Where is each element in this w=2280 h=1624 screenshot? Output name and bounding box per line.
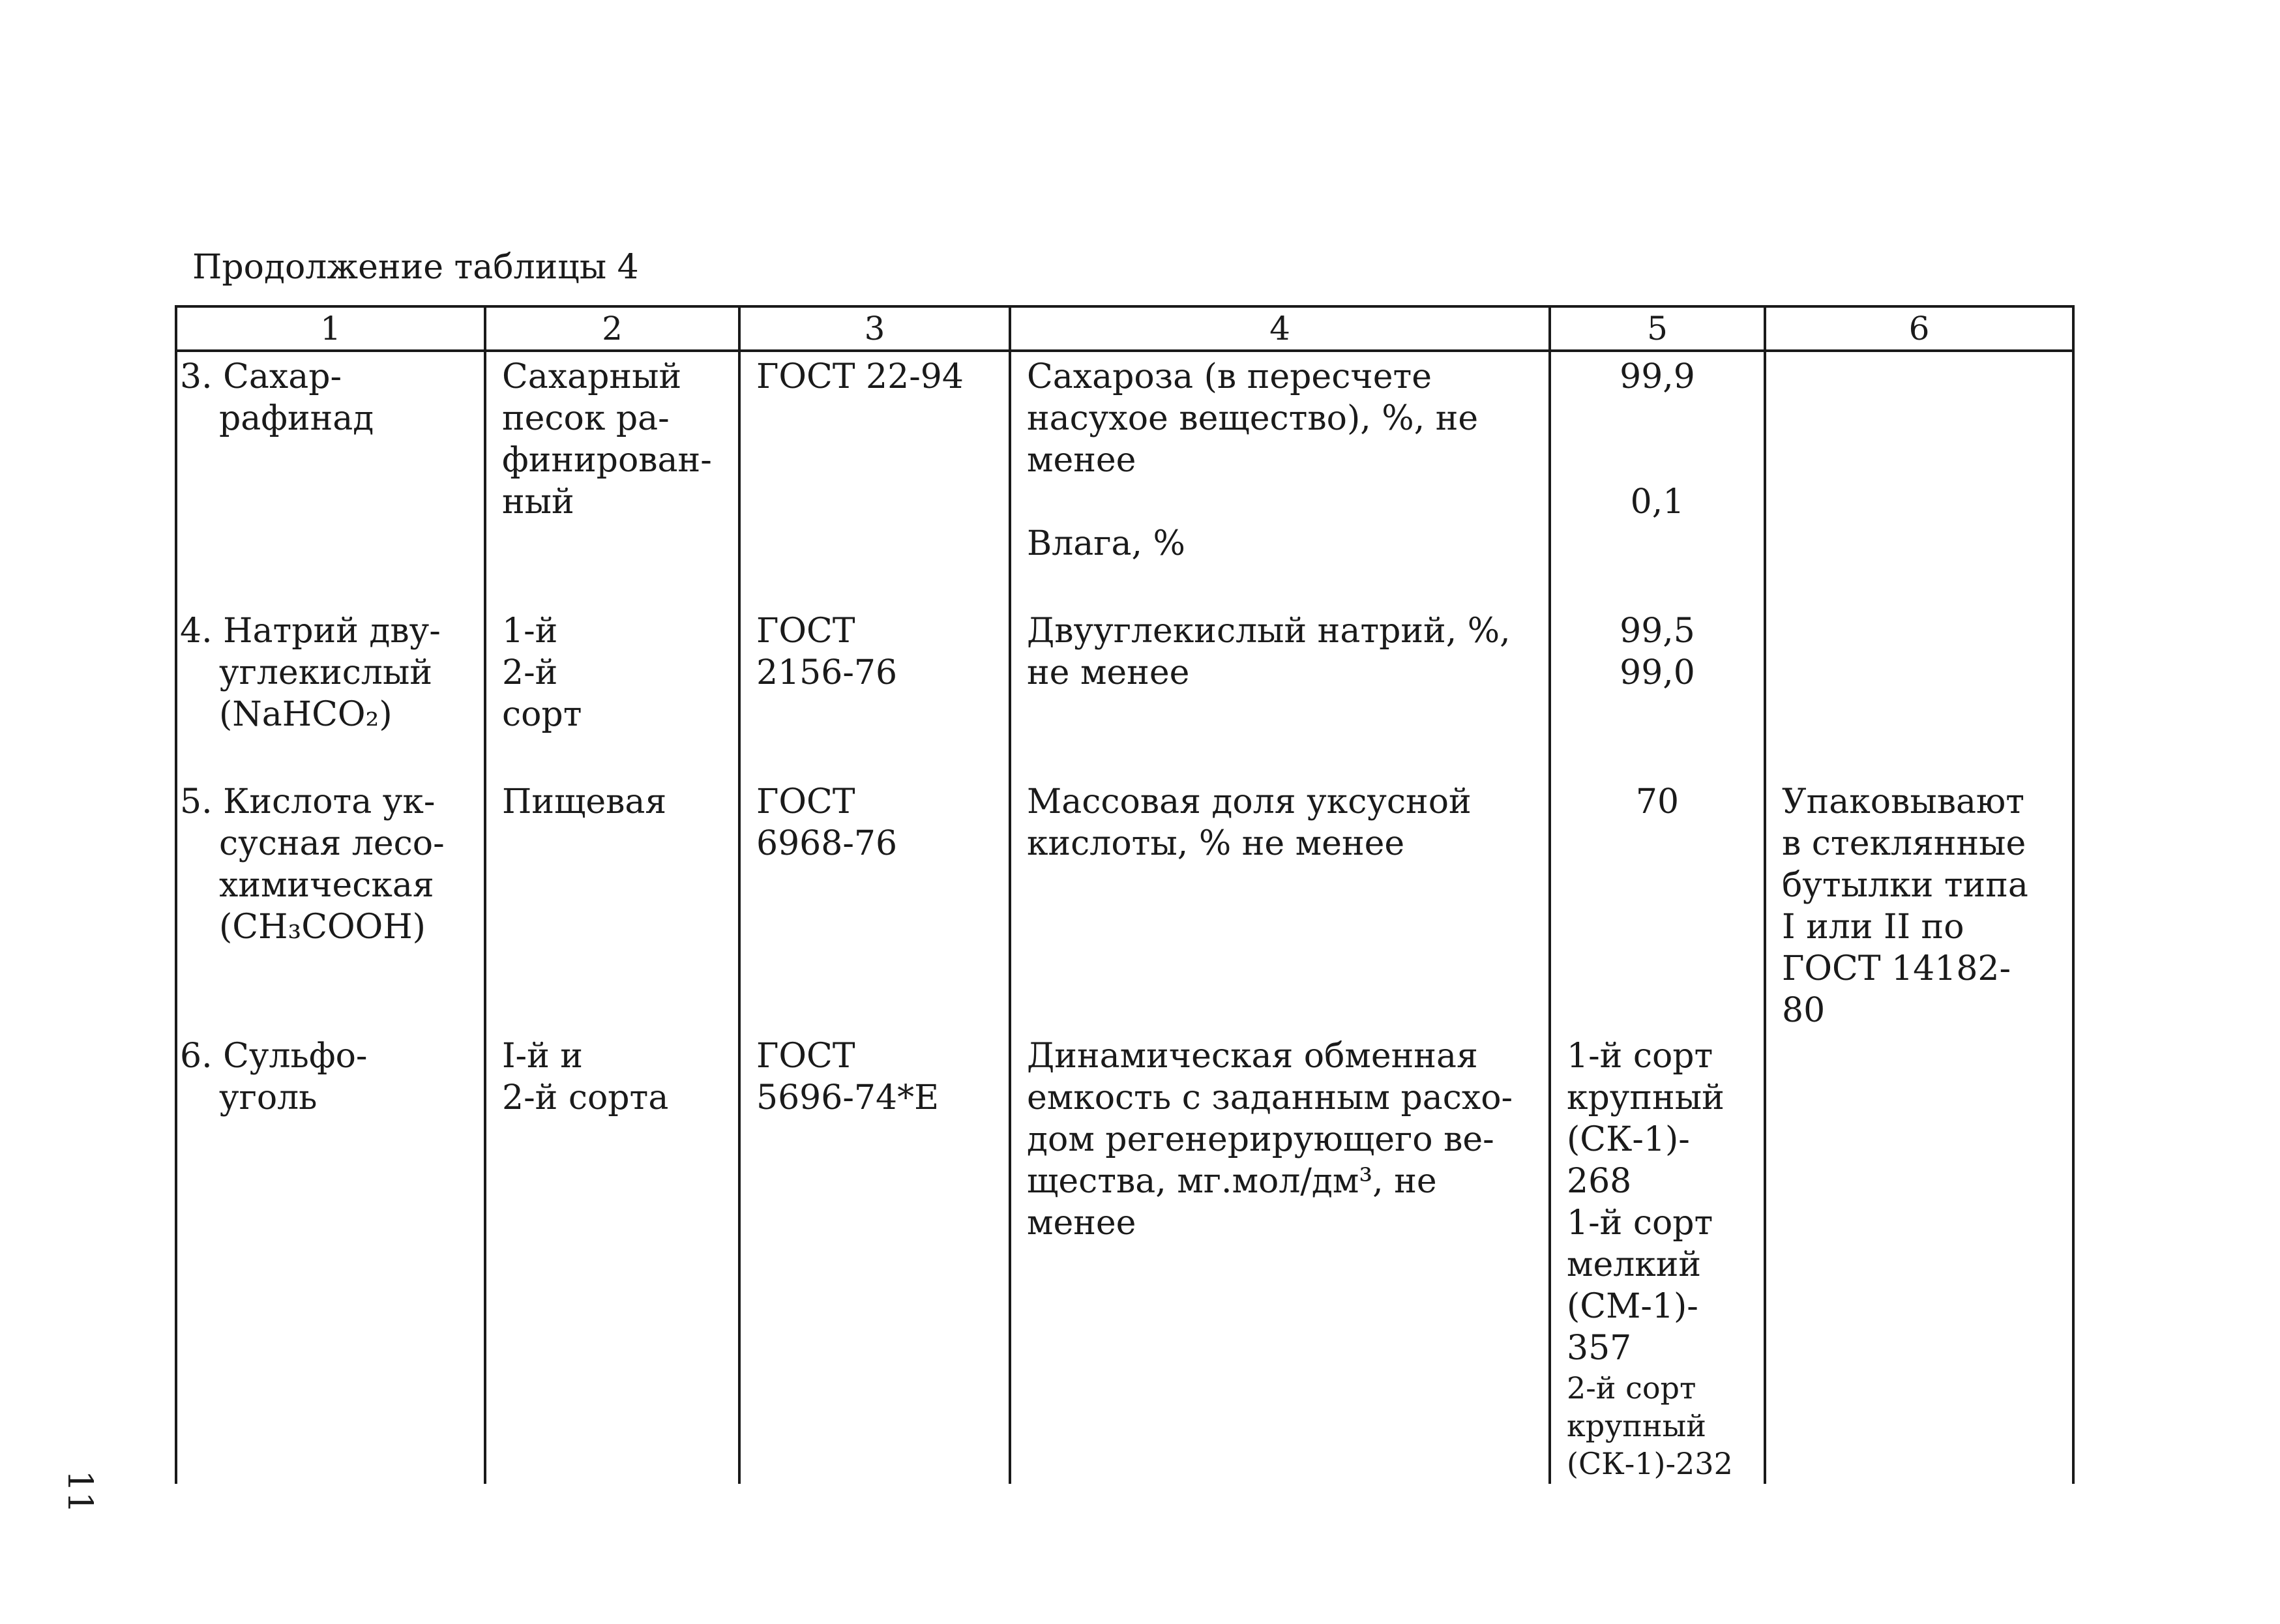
value-text: 1-й сорт крупный (СК-1)- 268 1-й сорт мелкий (СМ-1)- 357 — [1567, 1037, 1725, 1368]
cell-grade: Пищевая — [485, 777, 739, 1031]
cell-note: Упаковывают в стеклянные бутылки типа I или II по ГОСТ 14182- 80 — [1765, 777, 2073, 1031]
cell-name: 5. Кислота ук- сусная лесо- химическая (CH₃COOH) — [176, 777, 485, 1031]
cell-indicator: Динамическая обменная емкость с заданным расхо- дом регенерирующего ве- щества, мг.мол/дм³, не менее — [1010, 1031, 1550, 1484]
table-row — [176, 1031, 2073, 1484]
cell-grade: I-й и 2-й сорта — [485, 1031, 739, 1484]
cell-standard: ГОСТ 6968-76 — [739, 777, 1010, 1031]
cell-note — [1765, 1031, 2073, 1484]
value-text-2: 2-й сорт крупный (СК-1)-232 — [1567, 1370, 1733, 1481]
cell-indicator: Двууглекислый натрий, %, не менее — [1010, 606, 1550, 777]
cell-grade: 1-й 2-й сорт — [485, 606, 739, 777]
cell-standard: ГОСТ 2156-76 — [739, 606, 1010, 777]
spacer — [1027, 481, 1533, 523]
cell-value — [1550, 1031, 1765, 1484]
cell-note — [1765, 606, 2073, 777]
column-header-4: 4 — [1010, 306, 1550, 351]
table-row — [176, 777, 2073, 1031]
table-row — [176, 351, 2073, 606]
column-header-3: 3 — [739, 306, 1010, 351]
cell-name: 4. Натрий дву- углекислый (NaHCO₂) — [176, 606, 485, 777]
table-row — [176, 606, 2073, 777]
table-caption: Продолжение таблицы 4 — [192, 248, 639, 287]
cell-note — [1765, 351, 2073, 606]
cell-standard: ГОСТ 5696-74*Е — [739, 1031, 1010, 1484]
cell-value: 70 — [1550, 777, 1765, 1031]
column-header-2: 2 — [485, 306, 739, 351]
data-table — [175, 305, 2075, 1484]
page-number-text: 11 — [60, 1470, 99, 1514]
indicator-text: Сахароза (в пересчете насухое вещество), %, не менее — [1027, 357, 1479, 480]
value-text-2: 0,1 — [1630, 482, 1685, 522]
cell-value — [1550, 351, 1765, 606]
spacer — [1567, 398, 1748, 481]
header-row — [176, 306, 2073, 351]
cell-grade: Сахарный песок ра- финирован- ный — [485, 351, 739, 606]
cell-name: 3. Сахар- рафинад — [176, 351, 485, 606]
indicator-text-2: Влага, % — [1027, 524, 1185, 563]
table-header — [176, 306, 2073, 351]
column-header-6: 6 — [1765, 306, 2073, 351]
table-body — [176, 351, 2073, 1484]
column-header-5: 5 — [1550, 306, 1765, 351]
cell-indicator — [1010, 351, 1550, 606]
page-number — [21, 1470, 99, 1514]
cell-value: 99,5 99,0 — [1550, 606, 1765, 777]
cell-standard: ГОСТ 22-94 — [739, 351, 1010, 606]
cell-name: 6. Сульфо- уголь — [176, 1031, 485, 1484]
column-header-1: 1 — [176, 306, 485, 351]
value-text: 99,9 — [1620, 357, 1695, 396]
cell-indicator: Массовая доля уксусной кислоты, % не менее — [1010, 777, 1550, 1031]
